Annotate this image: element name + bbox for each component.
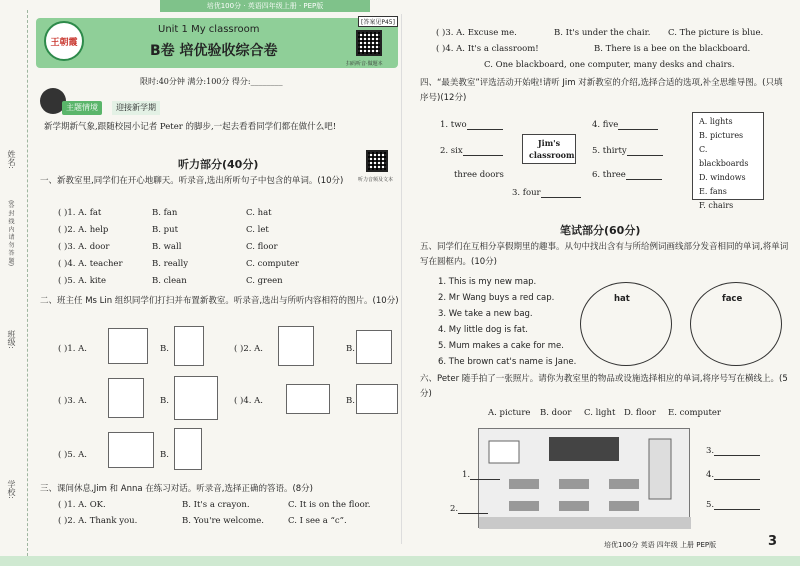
q4-item-text: 6. three [592,170,626,180]
q1-option[interactable]: C. computer [246,259,299,269]
q3-title: 三、课间休息,Jim 和 Anna 在练习对话。听录音,选择正确的答语。(8分) [40,484,313,494]
q2-3b-label[interactable]: B. [160,396,169,406]
q2-1a-label[interactable]: ( )1. A. [58,344,87,354]
q3-option[interactable]: C. The picture is blue. [668,28,764,38]
q3-row [58,516,347,526]
q5-sentence: 5. Mum makes a cake for me. [438,341,564,351]
q4-item-text: 4. five [592,120,619,130]
desk-shape [509,479,539,489]
q1-option[interactable]: C. green [246,276,283,286]
answer-blank[interactable] [541,188,581,198]
gutter-school-label: 学校: [7,480,16,499]
q1-option[interactable]: ( )2. A. help [58,225,109,235]
q3-option[interactable]: ( )1. A. OK. [58,500,106,510]
q1-option[interactable]: C. floor [246,242,278,252]
gutter-warning: (答 封 线 内 请 勿 答 题) [7,200,14,267]
q3-option[interactable]: C. It is on the floor. [288,500,371,510]
q6-label [706,470,760,480]
q3-option[interactable]: B. It's a crayon. [182,500,250,510]
chair-image [174,428,202,470]
q5-title: 五、同学们在互相分享假期里的趣事。从句中找出含有与所给例词画线部分发音相同的单词,将单词写在圆框内。(10分) [420,242,789,267]
blackboard-image [356,330,392,364]
desk-shape [559,501,589,511]
q6-label [706,500,760,510]
picture-on-wall-image [278,326,314,366]
scene-label: 主题情境 [62,101,102,115]
q1-row [58,276,340,286]
q3-option[interactable]: B. There is a bee on the blackboard. [594,44,751,54]
q1-option[interactable]: ( )3. A. door [58,242,110,252]
answer-blank[interactable] [714,500,760,510]
q4-left-item [440,120,510,130]
answer-reference: [答案见P45] [358,16,398,27]
answer-blank[interactable] [467,120,503,130]
q2-3a-label[interactable]: ( )3. A. [58,396,87,406]
q4-left-item: three doors [454,170,504,180]
blackboard-shape [549,437,619,461]
q3-row [58,500,371,510]
desk-shape [509,501,539,511]
q2-5a-label[interactable]: ( )5. A. [58,450,87,460]
q6-label [706,446,760,456]
answer-blank[interactable] [714,446,760,456]
q5-sentence: 2. Mr Wang buys a red cap. [438,293,555,303]
q4-right-item [592,120,658,130]
q1-option[interactable]: C. hat [246,208,272,218]
q6-option: C. light [584,408,616,418]
q6-label [450,504,488,514]
q4-item-text: 2. six [440,146,463,156]
exam-meta: 限时:40分钟 满分:100分 得分:________ [140,77,283,86]
listening-heading: 听力部分(40分) [178,158,259,171]
door-image [174,326,204,366]
q1-row [58,225,340,235]
q4-title: 四、“最美教室”评选活动开始啦!请听 Jim 对新教室的介绍,选择合适的选项,补全思维导图。(只填序号)(12分) [420,78,783,103]
top-banner: 培优100分 · 英语四年级上册 · PEP版 [160,0,370,12]
q4-item-text: 3. four [512,188,541,198]
q4-left-item [512,188,581,198]
q1-row [58,242,340,252]
q5-sentence-list [438,274,578,370]
q3-option[interactable]: B. It's under the chair. [554,28,651,38]
q2-5b-label[interactable]: B. [160,450,169,460]
answer-blank[interactable] [618,120,658,130]
q1-row [58,208,340,218]
circle-word: hat [614,294,630,304]
desk-image [286,384,330,414]
written-heading: 笔试部分(60分) [560,224,641,237]
q1-option[interactable]: ( )1. A. fat [58,208,102,218]
scene-title: 迎接新学期 [112,101,160,115]
circle-word: face [722,294,743,304]
intro-text: 新学期新气象,跟随校园小记者 Peter 的脚步,一起去看看同学们都在做什么吧! [44,122,337,132]
q1-option[interactable]: B. fan [152,208,178,218]
paper-title: B卷 培优验收综合卷 [150,43,278,59]
desk-shape [609,479,639,489]
answer-blank[interactable] [714,470,760,480]
q6-option: B. door [540,408,572,418]
q4-option: C. blackboards [699,145,749,168]
q6-number: 2. [450,504,459,514]
boy-board-image [108,378,144,418]
q1-option[interactable]: B. really [152,259,189,269]
q5-sentence: 3. We take a new bag. [438,309,533,319]
q3-row [436,28,763,38]
q4-right-item [592,146,663,156]
q1-option[interactable]: B. clean [152,276,187,286]
listening-qr-icon[interactable] [366,150,388,172]
page-number: 3 [768,534,778,549]
q1-title: 一、新教室里,同学们在开心地聊天。听录音,选出所听句子中包含的单词。(10分) [40,176,344,186]
q1-option[interactable]: C. let [246,225,269,235]
q6-options [488,408,721,418]
answer-blank[interactable] [627,146,663,156]
gutter-name-label: 姓名: [7,150,16,169]
q3-row [484,60,735,70]
q6-number: 1. [462,470,471,480]
q3-option[interactable]: ( )2. A. Thank you. [58,516,138,526]
q4-option: B. pictures [699,131,744,140]
boy-window-image [174,376,218,420]
q6-number: 5. [706,500,715,510]
q3-option[interactable]: ( )3. A. Excuse me. [436,28,517,38]
q4-left-item [440,146,503,156]
q5-sentence: 4. My little dog is fat. [438,325,528,335]
binding-gutter [0,10,28,556]
q3-option[interactable]: B. You're welcome. [182,516,264,526]
q1-row [58,259,340,269]
answer-blank[interactable] [626,170,662,180]
q3-option[interactable]: ( )4. A. It's a classroom! [436,44,539,54]
q5-sentence: 1. This is my new map. [438,277,537,287]
qr-code-icon[interactable] [356,30,382,56]
q4-right-item [592,170,662,180]
q4-option: A. lights [699,117,733,126]
answer-blank[interactable] [470,470,500,480]
q2-2b-label[interactable]: B. [346,344,355,354]
desk-shape [559,479,589,489]
floor-shape [479,517,691,529]
q6-number: 4. [706,470,715,480]
bin-image [108,432,154,468]
q2-4b-label[interactable]: B. [346,396,355,406]
desk-shape [609,501,639,511]
answer-blank[interactable] [458,504,488,514]
listening-qr-caption: 听力音频及文本 [358,177,394,183]
q4-item-text: 5. thirty [592,146,627,156]
q6-title: 六、Peter 随手拍了一张照片。请你为教室里的物品或设施选择相应的单词,将序号写在横线上。(5分) [420,374,788,399]
gutter-class-label: 班级: [7,330,16,349]
q5-sentence: 6. The brown cat's name is Jane. [438,357,577,367]
q4-item-text: 1. two [440,120,467,130]
q3-option[interactable]: C. I see a “c”. [288,516,347,526]
q6-number: 3. [706,446,715,456]
unit-title: Unit 1 My classroom [158,24,260,35]
q2-2a-label[interactable]: ( )2. A. [234,344,263,354]
q3-option[interactable]: C. One blackboard, one computer, many desks and chairs. [484,60,735,70]
q1-option[interactable]: B. put [152,225,178,235]
q6-option: D. floor [624,408,656,418]
q6-option: A. picture [488,408,531,418]
q6-label [462,470,500,480]
q2-4a-label[interactable]: ( )4. A. [234,396,263,406]
qr-caption: 扫码听音·做题本 [346,61,383,67]
q6-option: E. computer [668,408,721,418]
window-shape [489,441,519,463]
q4-option-box [692,112,764,210]
door-shape [649,439,671,499]
q1-option[interactable]: ( )5. A. kite [58,276,107,286]
page-footer: 培优100分 英语 四年级 上册 PEP版 [604,541,717,549]
table-image [356,384,398,414]
mind-map-center: Jim's classroom [522,134,576,164]
q2-title: 二、班主任 Ms Lin 组织同学们打扫并布置新教室。听录音,选出与所听内容相符的图片。(10分) [40,296,399,306]
classroom-illustration [479,429,691,529]
q4-option: D. windows [699,173,746,182]
q1-option[interactable]: B. wall [152,242,182,252]
q4-option: F. chairs [699,201,734,210]
answer-blank[interactable] [463,146,503,156]
classroom-photo [478,428,690,528]
q1-option[interactable]: ( )4. A. teacher [58,259,123,269]
q2-1b-label[interactable]: B. [160,344,169,354]
column-divider [401,14,402,544]
picture-hanging-image [108,328,148,364]
bottom-strip [0,556,800,566]
q4-option: E. fans [699,187,727,196]
brand-logo: 王朝霞 [44,21,84,61]
q3-row [436,44,750,54]
